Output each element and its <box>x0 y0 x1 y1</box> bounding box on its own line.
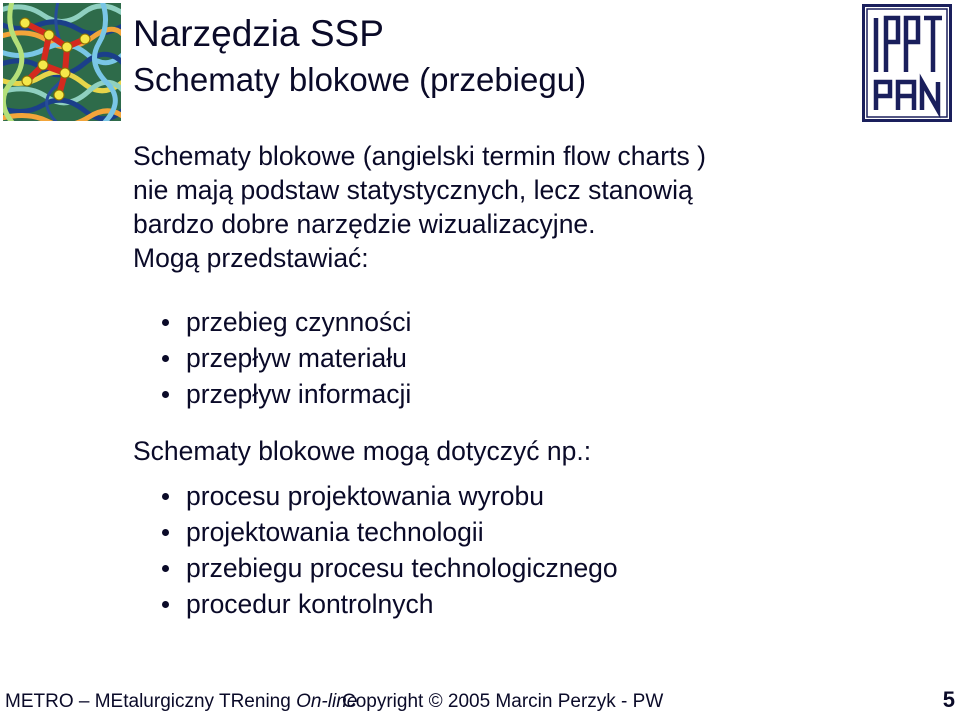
ippt-pan-logo-icon <box>862 4 952 122</box>
footer-copyright: Copyright © 2005 Marcin Perzyk - PW <box>342 691 664 712</box>
footer-course-prefix: METRO – MEtalurgiczny TRening <box>5 691 297 712</box>
list-item-label: procesu projektowania wyrobu <box>186 481 544 511</box>
intro-line: Mogą przedstawiać: <box>133 243 369 273</box>
list-item-label: projektowania technologii <box>186 517 484 547</box>
represent-list <box>158 304 411 412</box>
list-item-label: przepływ materiału <box>186 343 407 373</box>
footer-course-name <box>5 690 357 714</box>
list-item <box>158 478 618 514</box>
footer <box>5 687 955 714</box>
list-item <box>158 586 618 622</box>
metro-logo-icon <box>3 3 121 121</box>
list-item-label: przebiegu procesu technologicznego <box>186 553 618 583</box>
bullet-icon <box>162 529 169 536</box>
footer-course-italic: On-line <box>296 691 358 712</box>
bullet-icon <box>162 319 169 326</box>
list-item-label: procedur kontrolnych <box>186 589 434 619</box>
bullet-icon <box>162 355 169 362</box>
list-item <box>158 550 618 586</box>
bullet-icon <box>162 391 169 398</box>
bullet-icon <box>162 601 169 608</box>
list-item <box>158 340 411 376</box>
intro-paragraph <box>133 139 853 275</box>
list-item-label: przepływ informacji <box>186 379 412 409</box>
page-title: Narzędzia SSP <box>133 13 384 54</box>
concern-list <box>158 478 618 622</box>
intro-line: nie mają podstaw statystycznych, lecz stanowią <box>133 175 693 205</box>
page-subtitle: Schematy blokowe (przebiegu) <box>133 61 587 98</box>
list-item-label: przebieg czynności <box>186 307 412 337</box>
bullet-icon <box>162 493 169 500</box>
list-item <box>158 376 411 412</box>
list-item <box>158 304 411 340</box>
intro-line: Schematy blokowe (angielski termin flow charts ) <box>133 141 706 171</box>
bullet-icon <box>162 565 169 572</box>
list-item <box>158 514 618 550</box>
intro-line: bardzo dobre narzędzie wizualizacyjne. <box>133 209 596 239</box>
section-heading: Schematy blokowe mogą dotyczyć np.: <box>133 436 592 466</box>
page-number: 5 <box>942 687 955 712</box>
